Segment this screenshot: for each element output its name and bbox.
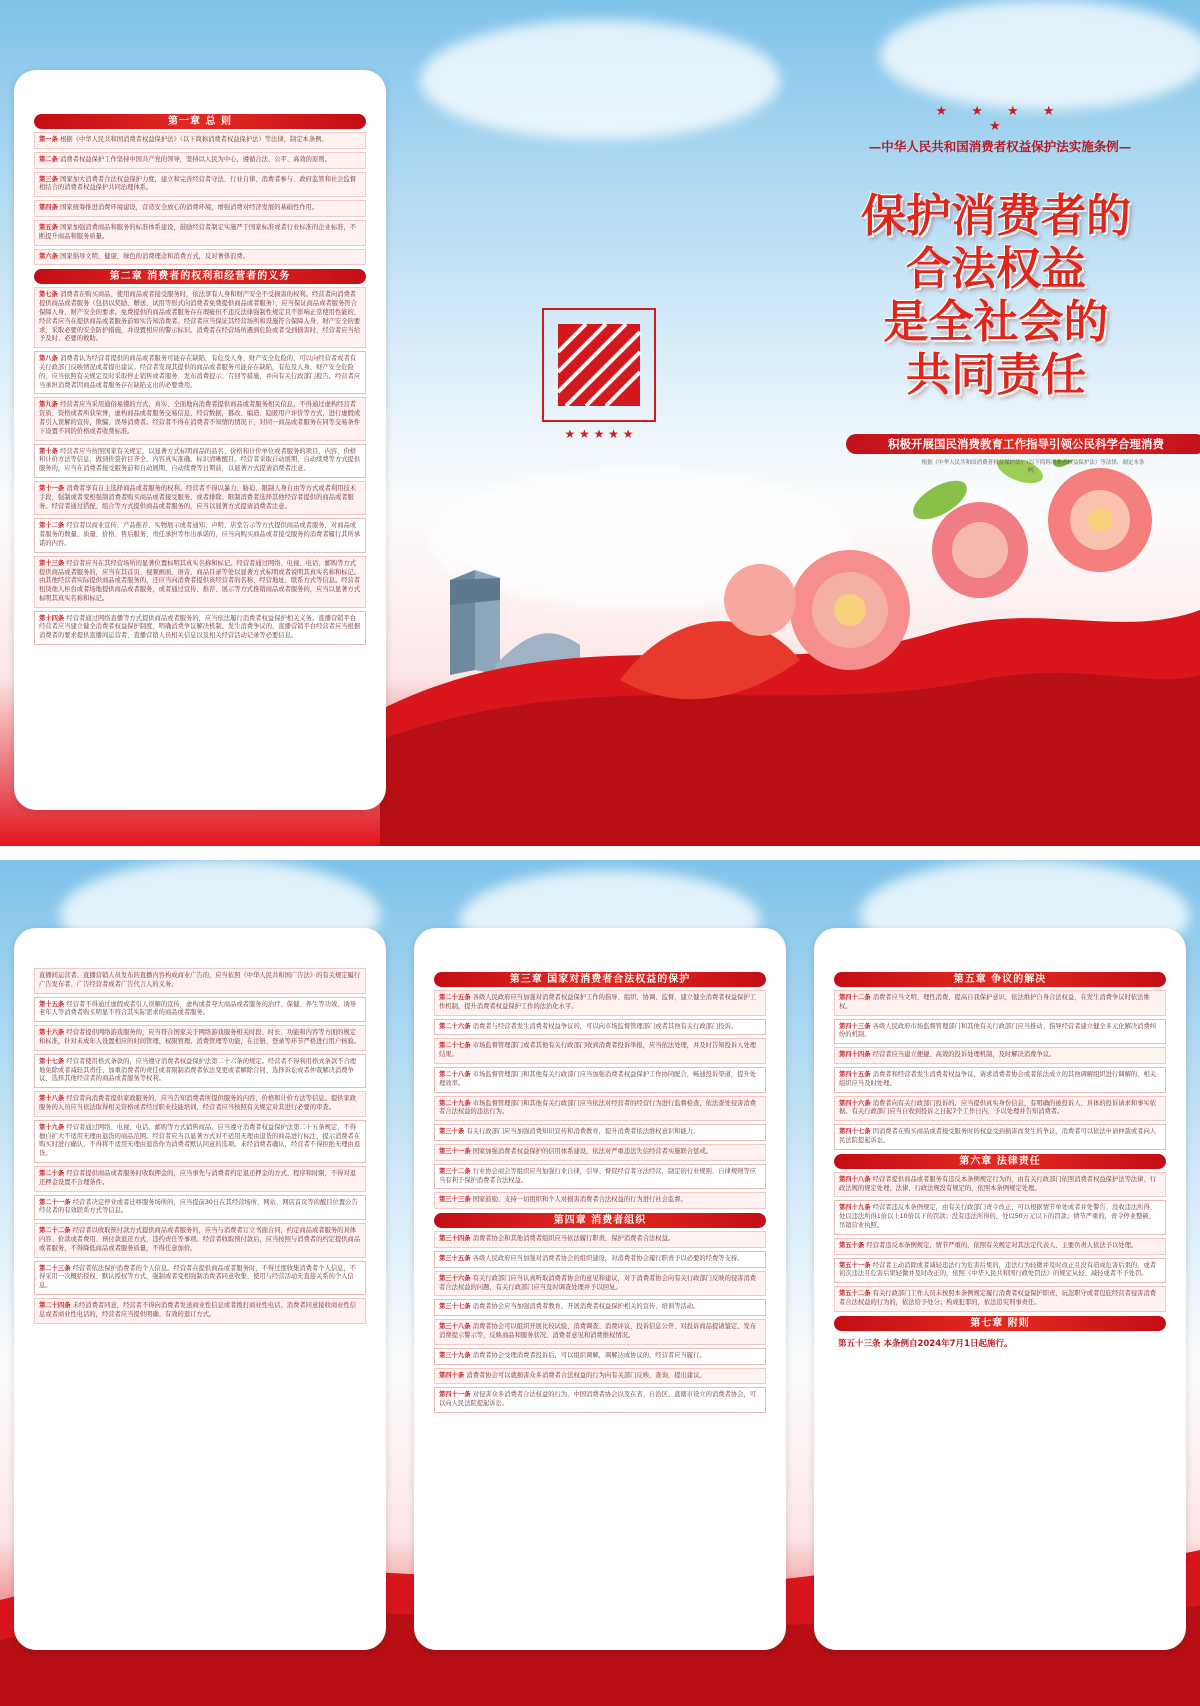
- cloud-decoration: [420, 20, 780, 140]
- article-item: [434, 1192, 766, 1209]
- article-number: 第八条: [39, 355, 61, 363]
- article-list: [34, 968, 366, 1324]
- article-text: 经营者通过网络、电视、电话、邮购等方式销售商品，应当遵守消费者权益保护法第二十五条规定，不得擅自扩大不适用无理由退货的商品范围。经营者应当以显著方式对不适用无理由退货的商品进行标注，提示消费者在购买时进行确认，不得将不适用无理由退货作为消费者默认同意的选项。未经消费者确认，经营者不得拒绝无理由退货。: [39, 1123, 361, 1158]
- article-text: 市场监督管理部门和其他有关行政部门应当加强消费者权益保护工作协同配合，畅通投诉渠道，提升处理效率。: [439, 1070, 757, 1087]
- article-number: 第三十条: [439, 1128, 467, 1136]
- article-number: 第三条: [39, 175, 61, 183]
- article-item: [34, 351, 366, 394]
- panel-chapter-2-cont: [14, 928, 386, 1650]
- svg-text:★ ★ ★ ★ ★: ★ ★ ★ ★ ★: [564, 427, 634, 441]
- article-text: 国家鼓励、支持一切组织和个人对损害消费者合法权益的行为进行社会监督。: [472, 1196, 687, 1204]
- article-number: 第五十二条: [839, 1290, 873, 1298]
- article-number: 第二条: [39, 155, 61, 163]
- article-item: [34, 132, 366, 149]
- article-item: [834, 1238, 1166, 1255]
- article-text: 各级人民政府应当加强对消费者权益保护工作的指导、组织、协调、监督，建立健全消费者权益保护工作机制，提升消费者权益保护工作的法治化水平。: [439, 994, 757, 1010]
- article-item: [434, 1144, 766, 1161]
- article-number: 第四十二条: [839, 994, 873, 1001]
- article-number: 第十九条: [39, 1123, 67, 1131]
- article-number: 第十七条: [39, 1057, 67, 1065]
- article-text: 消费者与经营者发生消费者权益争议的，可以向市场监督管理部门或者其他有关行政部门投诉。: [472, 1022, 738, 1030]
- article-item: [834, 1019, 1166, 1045]
- article-number: 第九条: [39, 401, 61, 409]
- article-text: 消费者权益保护工作坚持中国共产党的领导，坚持以人民为中心，遵循合法、公平、高效的原则。: [60, 155, 331, 163]
- article-item: [834, 1067, 1166, 1093]
- article-text: 行业协会商会等组织应当加强行业自律，引导、督促经营者守法经营，制定的行业规则、自律规则等应当有利于保护消费者合法权益。: [439, 1167, 757, 1184]
- article-number: 第三十五条: [439, 1254, 473, 1262]
- article-number: 第三十九条: [439, 1351, 473, 1359]
- article-list: [834, 1172, 1166, 1312]
- article-number: 第二十六条: [439, 1022, 473, 1030]
- article-text: 经营者违反本条例规定，由有关行政部门责令改正，可以根据情节单处或者并处警告、没收违法所得、处以违法所得1倍以上10倍以下的罚款；没有违法所得的，处以50万元以下的罚款；情节严重的，责令停业整顿、吊销营业执照。: [839, 1204, 1157, 1229]
- article-list: [834, 990, 1166, 1150]
- article-item: [434, 1124, 766, 1141]
- article-number: 第三十七条: [439, 1303, 473, 1311]
- article-text: 消费者协会和其他消费者组织应当依法履行职责，保护消费者合法权益。: [472, 1235, 675, 1243]
- article-text: 各级人民政府应当加强对消费者协会的组织建设，对消费者协会履行职责予以必要的经费等支持。: [472, 1254, 744, 1262]
- article-text: 国家加大消费者合法权益保护力度，建立和完善经营者守法、行业自律、消费者参与、政府监管和社会监督相结合的消费者权益保护共同治理体系。: [39, 175, 357, 192]
- chapter-heading: 第六章 法律责任: [834, 1154, 1166, 1169]
- article-text: 各级人民政府市场监督管理部门和其他有关行政部门应当推动、指导经营者建立健全多元化解决消费纠纷的机制。: [839, 1022, 1157, 1039]
- article-item: [434, 1164, 766, 1190]
- article-number: 第四十五条: [839, 1070, 873, 1078]
- article-text: 经营者应当建立便捷、高效的投诉处理机制，及时解决消费争议。: [872, 1051, 1056, 1059]
- cover-subtitle: —中华人民共和国消费者权益保护法实施条例—: [868, 139, 1132, 154]
- article-text: 经营者主动消除或者减轻违法行为危害后果的，违法行为轻微并及时改正且没有造成危害后果的，或者初次违法且危害后果轻微并及时改正的，依照《中华人民共和国行政处罚法》的规定从轻、减轻或者不予处罚。: [839, 1261, 1157, 1278]
- article-item: [34, 481, 366, 515]
- article-item: [34, 249, 366, 266]
- article-text: 对侵害众多消费者合法权益的行为，中国消费者协会以及在省、自治区、直辖市设立的消费者协会，可以向人民法院提起诉讼。: [439, 1391, 757, 1408]
- article-text: 经营者向消费者提供家政服务的，应当告知消费者所提供服务的内容、价格和计价方法等信息。提供家政服务的人员应当依法取得相关资格或者经过职业技能培训，经营者应当按照有关规定对其进行必要的审查。: [39, 1095, 357, 1111]
- article-item: [434, 1251, 766, 1268]
- article-number: 第十四条: [39, 614, 67, 622]
- article-text: 消费者协会应当加强消费者教育，开展消费者权益保护相关的宣传、培训等活动。: [472, 1303, 700, 1311]
- article-number: 第二十五条: [439, 994, 473, 1001]
- article-number: 第二十四条: [39, 1301, 73, 1309]
- sheet-gap: [0, 846, 1200, 860]
- article-item: [834, 1124, 1166, 1150]
- article-number: 第四十七条: [839, 1128, 873, 1136]
- article-number: 第三十八条: [439, 1323, 473, 1331]
- article-item: [34, 518, 366, 552]
- article-text: 经营者应当在其经营场所的显著位置标明其真实名称和标记。经营者通过网络、电视、电话、邮购等方式提供商品或者服务的，应当在其首页、视频画面、语音、商品目录等处以显著方式标明或者说明其真实名称和标记。由其他经营者实际提供商品或者服务的，还应当向消费者提供该经营者的名称、经营地址、联系方式等信息。经营者租赁他人柜台或者场地提供商品或者服务，或者通过宣传、推荐、展示等方式推销商品或者服务的，应当以显著方式标明其真实名称和标记。: [39, 559, 361, 602]
- article-item: [34, 556, 366, 608]
- article-text: 有关行政部门应当认真听取消费者协会的意见和建议，对于消费者协会向有关行政部门反映的侵害消费者合法权益的问题，有关行政部门应当及时调查处理并予以回复。: [439, 1274, 757, 1291]
- article-number: 第二十三条: [39, 1264, 73, 1272]
- article-number: 第十条: [39, 447, 61, 455]
- article-item: [834, 1096, 1166, 1122]
- article-number: 第四十九条: [839, 1204, 873, 1212]
- article-number: 第四十八条: [839, 1175, 873, 1183]
- article-item: [34, 611, 366, 645]
- article-text: 有关行政部门工作人员未按照本条例规定履行消费者权益保护职责，玩忽职守或者包庇经营者侵害消费者合法权益的行为的，依法给予处分；构成犯罪的，依法追究刑事责任。: [839, 1290, 1157, 1306]
- article-number: 第十三条: [39, 559, 67, 567]
- article-item: [34, 968, 366, 994]
- article-text: 经营者提供商品或者服务有违反本条例规定行为的，由有关行政部门依照消费者权益保护法等法律、行政法规的规定处理；法律、行政法规没有规定的，依照本条例规定处理。: [839, 1175, 1157, 1192]
- article-item: [434, 1096, 766, 1122]
- chapter-heading: 第七章 附则: [834, 1316, 1166, 1331]
- chapter-heading: 第二章 消费者的权利和经营者的义务: [34, 269, 366, 284]
- article-item: [434, 1319, 766, 1345]
- article-number: 第二十二条: [39, 1227, 73, 1235]
- article-text: 国家倡导文明、健康、绿色的消费理念和消费方式，反对奢侈浪费。: [60, 252, 249, 260]
- article-item: [434, 990, 766, 1016]
- article-text: 经营者应当按照国家有关规定，以显著方式标明商品的品名、价格和计价单位或者服务的项目、内容、价格和计价方法等信息，做到价签价目齐全、内容真实准确、标识清晰醒目。经营者采取自动展期、自动续费等方式提供服务的，应当在消费者接受服务前和自动展期、自动续费等日期前，以显著方式提请消费者注意。: [39, 447, 361, 473]
- article-number: 第五条: [39, 223, 61, 231]
- article-text: 经营者以商业宣传、产品推荐、实物展示或者通知、声明、店堂告示等方式提供商品或者服务，对商品或者服务的数量、质量、价格、售后服务、责任承担等作出承诺的，应当向购买商品或者接受服务的消费者履行其所承诺的内容。: [39, 522, 361, 547]
- article-text: 市场监督管理部门或者其他有关行政部门收到消费者投诉举报，应当依法处理，并及时告知投诉人处理结果。: [439, 1042, 757, 1059]
- article-text: 经营者决定停业或者迁移服务场所的，应当提前30日在其经营场所、网站、网店首页等的醒目位置公告经营者的有效联系方式等信息。: [39, 1198, 358, 1215]
- chapter-heading: 第五章 争议的解决: [834, 972, 1166, 987]
- article-number: 第四十六条: [839, 1099, 873, 1107]
- panel-chapter-5-7: [814, 928, 1186, 1650]
- article-number: 第二十一条: [39, 1198, 73, 1206]
- article-text: 因消费者在购买商品或者接受服务时的权益受到损害而发生的争议，消费者可以依法申请仲裁或者向人民法院提起诉讼。: [839, 1128, 1157, 1144]
- article-item: [834, 1047, 1166, 1064]
- article-item: [434, 1368, 766, 1385]
- article-number: 第三十一条: [439, 1147, 473, 1155]
- article-text: 市场监督管理部门和其他有关行政部门应当依法对经营者的经营行为进行监督检查，依法查处侵害消费者合法权益的违法行为。: [439, 1099, 757, 1116]
- article-item: [34, 1025, 366, 1051]
- article-number: 第二十七条: [439, 1042, 473, 1050]
- article-item: [34, 997, 366, 1023]
- article-item: [834, 1200, 1166, 1234]
- article-text: 消费者享有自主选择商品或者服务的权利。经营者不得以暴力、胁迫、限制人身自由等方式或者利用技术手段，强制或者变相强制消费者购买商品或者接受服务，或者排除、限制消费者选择其他经营者提供的商品或者服务。经营者通过搭配、组合等方式提供商品或者服务的，应当以显著方式提请消费者注意。: [39, 484, 357, 510]
- cloud-decoration: [880, 0, 1200, 110]
- article-item: [34, 220, 366, 246]
- article-number: 第十八条: [39, 1095, 67, 1103]
- article-number: 第五十一条: [839, 1261, 873, 1269]
- cover-title-line: 保护消费者的: [860, 189, 1131, 242]
- article-text: 有关行政部门应当加强消费知识宣传和消费教育，提升消费者依法维权意识和能力。: [466, 1128, 700, 1136]
- cover-title-line: 共同责任: [905, 348, 1086, 401]
- article-item: [834, 1258, 1166, 1284]
- article-text: 经营者提供网络游戏服务的，应当符合国家关于网络游戏服务相关时段、时长、功能和内容等方面的规定和标准，针对未成年人设置相应的时间管理、权限管理、消费管理等功能，在注册、登录等环节严格进行用户核验。: [39, 1029, 361, 1045]
- article-text: 消费者认为经营者提供的商品或者服务可能存在缺陷，有危及人身、财产安全危险的，可以向经营者或者有关行政部门反映情况或者提出建议。经营者发现其提供的商品或者服务可能存在缺陷，有危及人身、财产安全危险的，应当依照有关规定及时采取停止销售或者服务、发布消费提示、召回等措施，并向有关行政部门报告。经营者应当承担消费者因商品或者服务存在缺陷支出的必要费用。: [39, 355, 361, 389]
- effective-date-article: 第五十三条 本条例自2024年7月1日起施行。: [838, 1338, 1013, 1349]
- article-number: 第二十八条: [439, 1070, 473, 1078]
- article-item: [434, 1387, 766, 1413]
- chapter-heading: 第四章 消费者组织: [434, 1213, 766, 1228]
- article-number: 第四十条: [439, 1371, 467, 1379]
- article-text: 经营者违反本条例规定，情节严重的，依照有关规定对其法定代表人、主要负责人依法予以处理。: [866, 1241, 1138, 1249]
- cover-illustration: [380, 460, 1200, 846]
- brochure-inside-sheet: [0, 860, 1200, 1706]
- article-number: 第十一条: [39, 484, 67, 492]
- article-list: [434, 990, 766, 1209]
- article-item: [34, 152, 366, 169]
- chapter-heading: 第一章 总 则: [34, 114, 366, 129]
- article-item: [434, 1271, 766, 1297]
- article-text: 经营者应当采用通俗易懂的方式，真实、全面地向消费者提供商品或者服务相关信息，不得通过虚构经营者资质、资格或者所获荣誉，虚构商品或者服务交易信息、经营数据，篡改、编造、隐匿用户评价等方式，进行虚假或者引人误解的宣传，欺骗、误导消费者。经营者不得在消费者不知情的情况下，对同一商品或者服务在同等交易条件下设置不同的价格或者收费标准。: [39, 401, 361, 435]
- article-item: [834, 1286, 1166, 1312]
- panel-chapter-3-4: [414, 928, 786, 1650]
- article-text: 消费者向有关行政部门投诉的，应当提供真实身份信息，有明确的被投诉人、具体的投诉请求和事实依据。有关行政部门应当自收到投诉之日起7个工作日内，予以处理并告知消费者。: [839, 1099, 1157, 1116]
- cover-title-line: 合法权益: [905, 242, 1086, 295]
- article-number: 第十六条: [39, 1029, 67, 1037]
- article-number: 第十二条: [39, 522, 67, 530]
- article-number: 第六条: [39, 252, 61, 260]
- article-number: 第四十三条: [839, 1022, 873, 1030]
- article-text: 消费者协会可以组织开展比较试验、消费调查、消费评议、投诉信息公开、对投诉商品提请鉴定、发布消费提示警示等，反映商品和服务状况、消费者意见和消费维权情况。: [439, 1323, 757, 1339]
- article-number: 第三十四条: [439, 1235, 473, 1243]
- article-text: 经营者依法保护消费者的个人信息。经营者在提供商品或者服务时，不得过度收集消费者个人信息，不得采用一次概括授权、默认授权等方式，强制或者变相强制消费者同意收集、使用与经营活动无直接关系的个人信息。: [39, 1264, 357, 1290]
- article-item: [434, 1019, 766, 1036]
- article-item: [34, 1261, 366, 1295]
- article-item: [34, 397, 366, 440]
- article-item: [34, 172, 366, 198]
- chapter-heading: 第三章 国家对消费者合法权益的保护: [434, 972, 766, 987]
- article-number: 第四十四条: [839, 1051, 873, 1059]
- article-item: [834, 1172, 1166, 1198]
- article-item: [34, 200, 366, 217]
- article-number: 第七条: [39, 291, 61, 299]
- article-number: 第四条: [39, 204, 61, 212]
- article-item: [34, 1223, 366, 1257]
- emblem-icon: [540, 306, 658, 444]
- article-number: 第四十一条: [439, 1391, 473, 1399]
- article-number: 第一条: [39, 136, 61, 143]
- article-number: 第三十三条: [439, 1196, 473, 1204]
- article-list: [34, 132, 366, 265]
- article-number: 第十五条: [39, 1000, 67, 1008]
- cover-title-line: 是全社会的: [883, 295, 1109, 348]
- article-text: 国家加强消费商品和服务的标准体系建设，鼓励经营者制定实施严于国家标准或者行业标准的企业标准，不断提升商品和服务质量。: [39, 223, 357, 240]
- article-item: [34, 287, 366, 348]
- article-item: [434, 1038, 766, 1064]
- cover-banner: 积极开展国民消费教育工作指导引领公民科学合理消费: [846, 434, 1200, 454]
- article-text: 经营者提供商品或者服务时收取押金的，应当事先与消费者约定退还押金的方式、程序和时限，不得对退还押金设置不合理条件。: [39, 1169, 357, 1186]
- panel-chapter-1-2: [14, 70, 386, 810]
- article-item: [34, 1298, 366, 1324]
- article-text: 经营者不得通过虚假或者引人误解的宣传，虚构或者夸大商品或者服务的治疗、保健、养生等功效，诱导老年人等消费者购买明显不符合其实际需求的商品或者服务。: [39, 1000, 357, 1017]
- article-text: 国家加强消费者权益保护的信用体系建设，依法对严重违法失信经营者实施联合惩戒。: [472, 1147, 712, 1155]
- article-item: [34, 1054, 366, 1088]
- article-item: [434, 1348, 766, 1365]
- article-item: [434, 1067, 766, 1093]
- article-text: 未经消费者同意，经营者不得向消费者发送商业性信息或者拨打商业性电话。消费者同意接收商业性信息或者商业性电话的，经营者应当提供明确、有效的退订方式。: [39, 1301, 357, 1318]
- article-text: 根据《中华人民共和国消费者权益保护法》（以下简称消费者权益保护法）等法律，制定本条例。: [60, 136, 328, 143]
- article-number: 第三十二条: [439, 1167, 473, 1175]
- article-item: [34, 1091, 366, 1117]
- article-text: 消费者应当文明、理性消费，提高自我保护意识，依法维护自身合法权益，在发生消费争议时依法维权。: [839, 994, 1150, 1010]
- article-number: 第五十条: [839, 1241, 867, 1249]
- article-item: [34, 1166, 366, 1192]
- article-text: 消费者在购买商品、使用商品或者接受服务时，依法享有人身和财产安全不受损害的权利。经营者向消费者提供商品或者服务（包括以奖励、赠送、试用等形式向消费者免费提供商品或者服务），应当保证商品或者服务符合保障人身、财产安全的要求。免费提供的商品或者服务存在瑕疵但不违反法律强制性规定且不影响正常使用性能的，经营者应当在提供商品或者服务前如实告知消费者。经营者应当保证其经营场所和设施符合保障人身、财产安全的要求，采取必要的安全防护措施，并设置相应的警示标识。消费者在经营场所遇到危险或者受到损害时，经营者应当给予及时、必要的救助。: [39, 291, 361, 343]
- article-item: [34, 1195, 366, 1221]
- building-icon: [450, 570, 580, 675]
- article-item: [34, 1120, 366, 1163]
- article-text: 消费者协会可以就损害众多消费者合法权益的行为向有关部门反映、查询，提出建议。: [466, 1371, 706, 1379]
- article-number: 第三十六条: [439, 1274, 473, 1282]
- article-item: [434, 1231, 766, 1248]
- article-list: [434, 1231, 766, 1413]
- brochure-outside-sheet: [0, 0, 1200, 846]
- article-text: 直播间运营者、直播营销人员发布的直播内容构成商业广告的，应当依照《中华人民共和国广告法》的有关规定履行广告发布者、广告经营者或者广告代言人的义务。: [39, 972, 361, 988]
- article-text: 经营者通过网络直播等方式提供商品或者服务的，应当依法履行消费者权益保护相关义务。直播营销平台经营者应当建立健全消费者权益保护制度，明确消费争议解决机制。发生消费争议的，直播营销平台经营者应当根据消费者的要求提供直播间运营者、直播营销人员相关信息以及相关经营活动记录等必要信息。: [39, 614, 361, 640]
- article-text: 经营者以收取预付款方式提供商品或者服务的，应当与消费者订立书面合同，约定商品或者服务的具体内容、价款或者费用、预付款退还方式、违约责任等事项。经营者收取预付款后，应当按照与消费者的约定提供商品或者服务，不得降低商品或者服务质量，不得任意加价。: [39, 1227, 361, 1252]
- article-text: 消费者协会受理消费者投诉后，可以组织调解，调解达成协议的，经营者应当履行。: [472, 1351, 706, 1359]
- article-item: [434, 1299, 766, 1316]
- article-text: 国家统筹推进消费环境建设，营造安全放心的消费环境，增强消费对经济发展的基础性作用。: [60, 204, 319, 212]
- article-item: [834, 990, 1166, 1016]
- article-number: 第二十条: [39, 1169, 67, 1177]
- article-text: 经营者使用格式条款的，应当遵守消费者权益保护法第二十六条的规定。经营者不得利用格式条款不合理地免除或者减轻其责任、加重消费者的责任或者限制消费者依法变更或者解除合同、选择诉讼或者仲裁解决消费争议、选择其他经营者的商品或者服务等权利。: [39, 1057, 357, 1083]
- article-number: 第二十九条: [439, 1099, 473, 1107]
- article-list: [34, 287, 366, 645]
- stars-decoration: ★ ★ ★ ★ ★: [935, 104, 1065, 134]
- article-text: 消费者和经营者发生消费者权益争议，请求消费者协会或者依法成立的其他调解组织进行调解的，相关组织应当及时处理。: [839, 1070, 1157, 1087]
- cover-note: 根据《中华人民共和国消费者权益保护法》（以下简称消费者权益保护法）等法律，制定本条例。: [921, 460, 1145, 474]
- article-item: [34, 444, 366, 478]
